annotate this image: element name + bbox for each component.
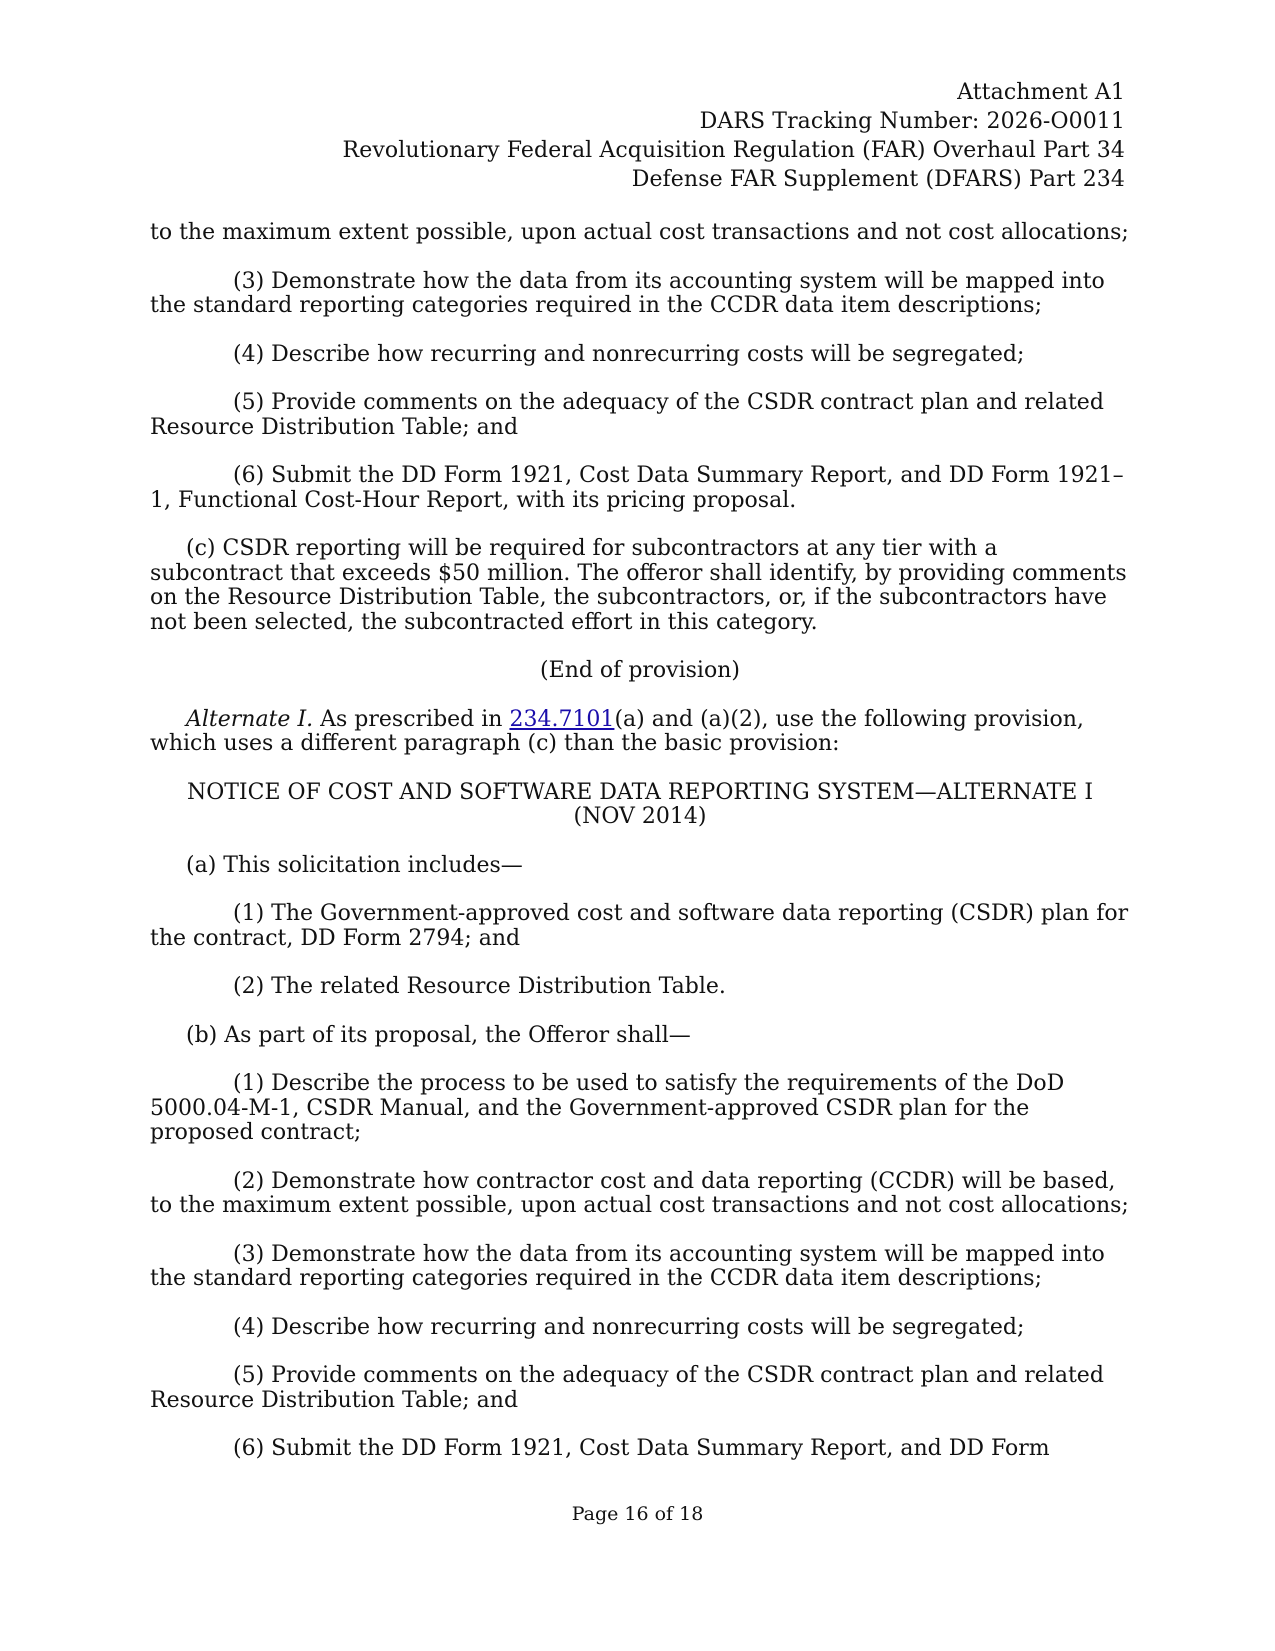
page-number: Page 16 of 18: [571, 1503, 704, 1525]
notice-title-text: NOTICE OF COST AND SOFTWARE DATA REPORTING SYSTEM—ALTERNATE I: [186, 779, 1094, 805]
notice-date: (NOV 2014): [573, 804, 707, 829]
notice-title: [150, 781, 1130, 830]
section-link-234-7101[interactable]: 234.7101: [509, 706, 615, 732]
alt-paragraph-b1: (1) Describe the process to be used to satisfy the requirements of the DoD 5000.04-M-1, CSDR Manual, and the Government-approved CSDR plan for the proposed contract;: [150, 1071, 1065, 1145]
end-of-provision: (End of provision): [540, 658, 740, 683]
alt-paragraph-b5: (5) Provide comments on the adequacy of the CSDR contract plan and related Resource Distribution Table; and: [150, 1363, 1104, 1413]
alt-paragraph-a: (a) This solicitation includes—: [186, 852, 523, 878]
paragraph-b6: (6) Submit the DD Form 1921, Cost Data Summary Report, and DD Form 1921–1, Functional Cost-Hour Report, with its pricing proposal.: [150, 463, 1124, 513]
alternate-intro: [150, 708, 1130, 757]
alt-paragraph-a1: (1) The Government-approved cost and software data reporting (CSDR) plan for the contract, DD Form 2794; and: [150, 901, 1129, 951]
alt-paragraph-b4: (4) Describe how recurring and nonrecurring costs will be segregated;: [233, 1314, 1025, 1340]
alternate-label: Alternate I.: [186, 706, 314, 732]
alt-paragraph-b2: (2) Demonstrate how contractor cost and data reporting (CCDR) will be based, to the maximum extent possible, upon actual cost transactions and not cost allocations;: [150, 1168, 1129, 1218]
alt-paragraph-b3: (3) Demonstrate how the data from its accounting system will be mapped into the standard reporting categories required in the CCDR data item descriptions;: [150, 1241, 1105, 1291]
header-tracking-number: DARS Tracking Number: 2026-O0011: [699, 109, 1125, 134]
page-header: [343, 78, 1125, 194]
header-far-part: Revolutionary Federal Acquisition Regulation (FAR) Overhaul Part 34: [342, 138, 1125, 163]
paragraph-b5: (5) Provide comments on the adequacy of the CSDR contract plan and related Resource Distribution Table; and: [150, 390, 1104, 440]
alt-paragraph-a2: (2) The related Resource Distribution Table.: [233, 974, 726, 999]
paragraph-b3: (3) Demonstrate how the data from its accounting system will be mapped into the standard reporting categories required in the CCDR data item descriptions;: [150, 268, 1105, 318]
header-dfars-part: Defense FAR Supplement (DFARS) Part 234: [631, 167, 1125, 192]
paragraph-c: (c) CSDR reporting will be required for subcontractors at any tier with a subcontract that exceeds $50 million. The offeror shall identify, by providing comments on the Resource Distribution Table, the subcontractors, or, if the subcontractors have not been selected, the subcontracted effort in this category.: [150, 536, 1127, 635]
alternate-text-pre: As prescribed in: [313, 706, 510, 732]
header-attachment: Attachment A1: [957, 80, 1125, 105]
document-body: [150, 221, 1130, 1486]
alt-paragraph-b6: (6) Submit the DD Form 1921, Cost Data Summary Report, and DD Form: [233, 1436, 1050, 1461]
continued-paragraph: to the maximum extent possible, upon actual cost transactions and not cost allocations;: [150, 220, 1129, 245]
alt-paragraph-b: (b) As part of its proposal, the Offeror shall—: [186, 1022, 691, 1048]
alternate-text-post: (a) and (a)(2), use the following provision, which uses a different paragraph (c) than the basic provision:: [150, 706, 1084, 756]
paragraph-b4: (4) Describe how recurring and nonrecurring costs will be segregated;: [233, 341, 1025, 367]
